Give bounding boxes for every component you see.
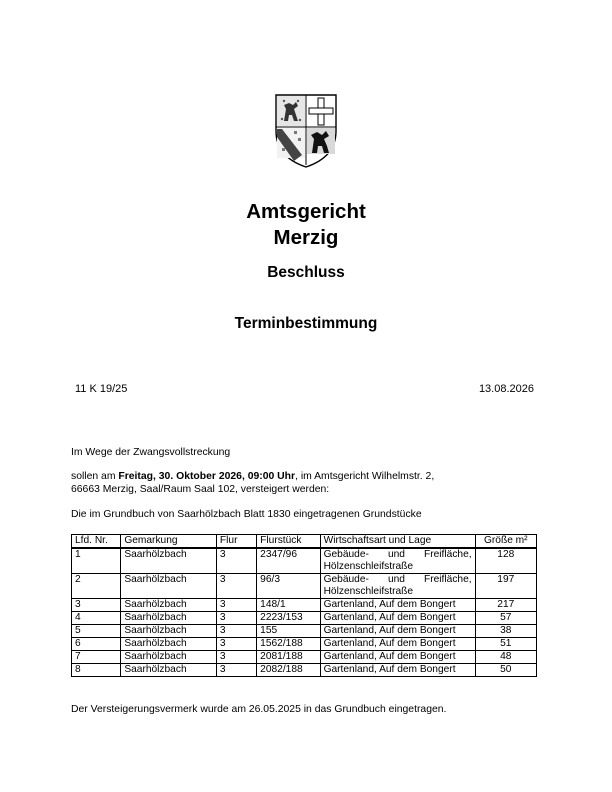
document-subject: Terminbestimmung [234, 315, 378, 332]
table-row [72, 548, 537, 574]
cell-gemarkung: Saarhölzbach [121, 599, 217, 612]
cell-gemarkung: Saarhölzbach [121, 664, 217, 677]
header-flurstueck: Flurstück [257, 535, 320, 549]
cell-flurstueck: 155 [257, 625, 320, 638]
cell-groesse: 51 [475, 638, 536, 651]
cell-groesse: 57 [475, 612, 536, 625]
cell-gemarkung: Saarhölzbach [121, 612, 217, 625]
cell-flur: 3 [216, 599, 256, 612]
cell-flur: 3 [216, 625, 256, 638]
header-wirtschaftsart: Wirtschaftsart und Lage [320, 535, 475, 549]
table-row [72, 574, 537, 599]
cell-flur: 3 [216, 612, 256, 625]
table-header-row [72, 535, 537, 549]
cell-flurstueck: 1562/188 [257, 638, 320, 651]
cell-nr: 7 [72, 651, 121, 664]
cell-lage: Gartenland, Auf dem Bongert [320, 599, 475, 612]
cell-flur: 3 [216, 664, 256, 677]
cell-gemarkung: Saarhölzbach [121, 625, 217, 638]
cell-flurstueck: 2223/153 [257, 612, 320, 625]
cell-groesse: 217 [475, 599, 536, 612]
cell-flur: 3 [216, 574, 256, 599]
table-row [72, 625, 537, 638]
auction-datetime: Freitag, 30. Oktober 2026, 09:00 Uhr [118, 471, 296, 482]
cell-lage: Gartenland, Auf dem Bongert [320, 625, 475, 638]
schedule-prefix: sollen am [71, 471, 119, 482]
cell-flur: 3 [216, 548, 256, 574]
schedule-suffix: , im Amtsgericht Wilhelmstr. 2, [295, 471, 435, 482]
table-row [72, 651, 537, 664]
cell-nr: 4 [72, 612, 121, 625]
cell-groesse: 197 [475, 574, 536, 599]
cell-gemarkung: Saarhölzbach [121, 651, 217, 664]
table-row [72, 612, 537, 625]
document-date: 13.08.2026 [478, 383, 534, 395]
cell-nr: 6 [72, 638, 121, 651]
cell-nr: 1 [72, 548, 121, 574]
cell-nr: 8 [72, 664, 121, 677]
case-number: 11 K 19/25 [75, 383, 128, 395]
cell-flurstueck: 96/3 [257, 574, 320, 599]
parcel-table [71, 534, 537, 677]
cell-flurstueck: 2347/96 [257, 548, 320, 574]
document-type: Beschluss [267, 264, 345, 281]
cell-gemarkung: Saarhölzbach [121, 574, 217, 599]
cell-lage: Gartenland, Auf dem Bongert [320, 612, 475, 625]
cell-flur: 3 [216, 651, 256, 664]
table-row [72, 664, 537, 677]
court-name: Amtsgericht [246, 200, 366, 223]
closing-text: Der Versteigerungsvermerk wurde am 26.05.2025 in das Grundbuch eingetragen. [71, 704, 447, 715]
cell-flurstueck: 2081/188 [257, 651, 320, 664]
table-row [72, 638, 537, 651]
parcels-intro: Die im Grundbuch von Saarhölzbach Blatt 1830 eingetragenen Grundstücke [71, 509, 422, 520]
intro-text: Im Wege der Zwangsvollstreckung [71, 447, 231, 458]
cell-groesse: 50 [475, 664, 536, 677]
cell-groesse: 38 [475, 625, 536, 638]
cell-flur: 3 [216, 638, 256, 651]
cell-lage: Gartenland, Auf dem Bongert [320, 638, 475, 651]
coat-of-arms-icon [274, 93, 338, 169]
header-flur: Flur [216, 535, 256, 549]
cell-nr: 5 [72, 625, 121, 638]
cell-lage: Gebäude- und Freifläche, Hölzenschleifstraße [320, 548, 475, 574]
schedule-text [71, 470, 541, 496]
header-groesse: Größe m² [475, 535, 536, 549]
cell-gemarkung: Saarhölzbach [121, 548, 217, 574]
cell-flurstueck: 2082/188 [257, 664, 320, 677]
cell-lage: Gebäude- und Freifläche, Hölzenschleifstraße [320, 574, 475, 599]
cell-nr: 3 [72, 599, 121, 612]
schedule-location: 66663 Merzig, Saal/Raum Saal 102, versteigert werden: [71, 484, 330, 495]
court-location: Merzig [273, 226, 339, 249]
table-row [72, 599, 537, 612]
cell-nr: 2 [72, 574, 121, 599]
header-lfd-nr: Lfd. Nr. [72, 535, 121, 549]
cell-groesse: 48 [475, 651, 536, 664]
cell-lage: Gartenland, Auf dem Bongert [320, 651, 475, 664]
cell-groesse: 128 [475, 548, 536, 574]
header-gemarkung: Gemarkung [121, 535, 217, 549]
cell-lage: Gartenland, Auf dem Bongert [320, 664, 475, 677]
cell-flurstueck: 148/1 [257, 599, 320, 612]
cell-gemarkung: Saarhölzbach [121, 638, 217, 651]
